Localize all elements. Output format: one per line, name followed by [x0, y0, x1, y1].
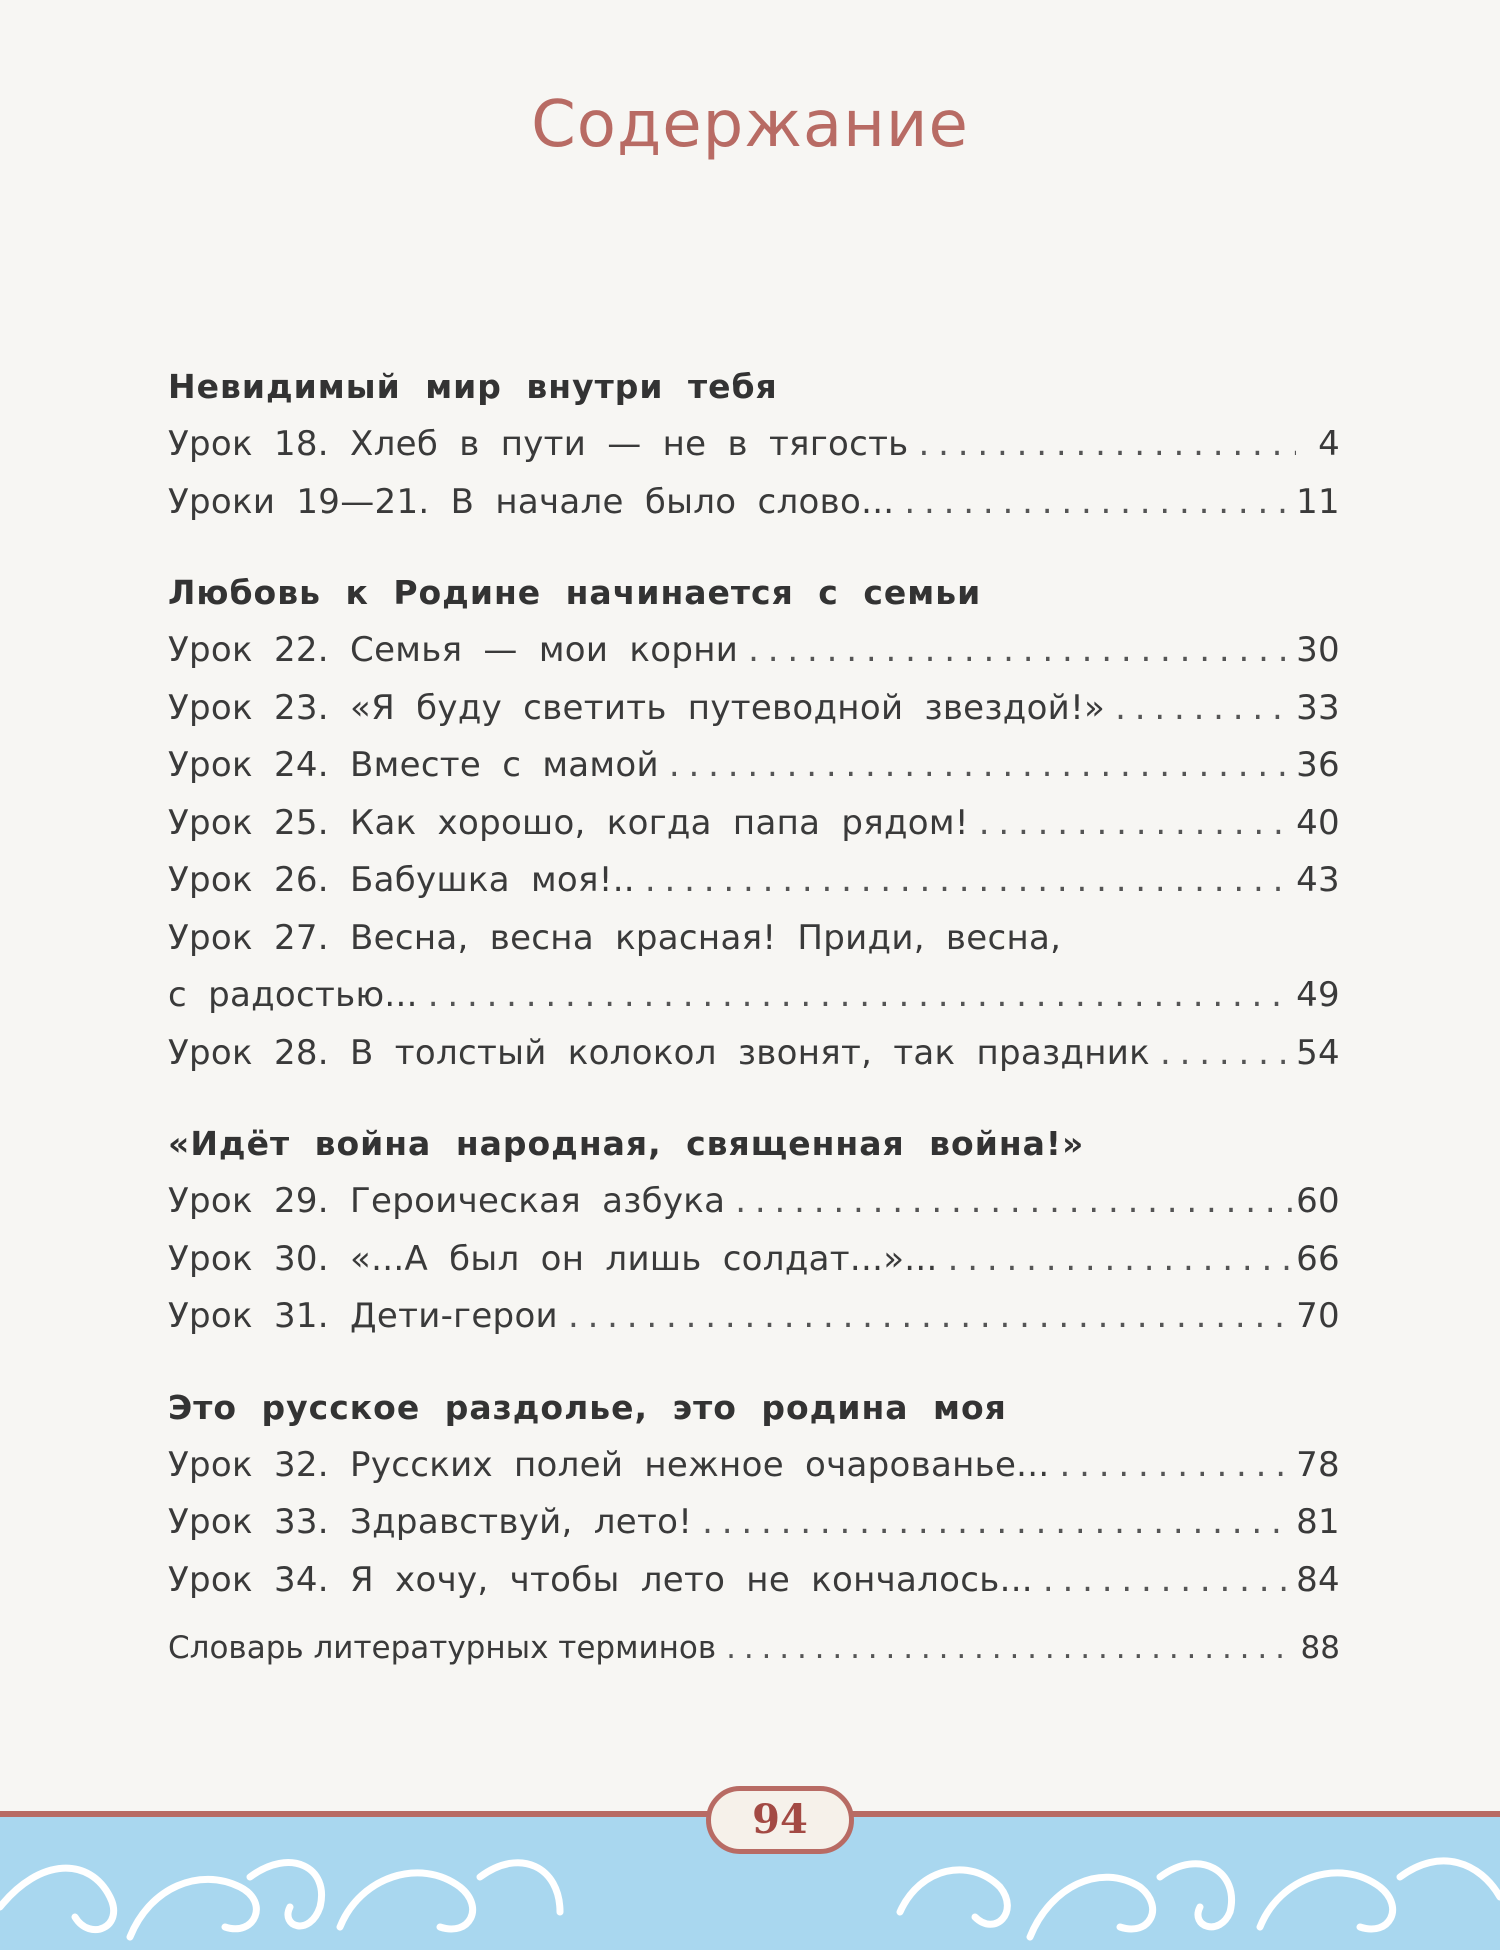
- entry-page: 36: [1296, 745, 1340, 785]
- dot-leader: [919, 416, 1296, 474]
- entry-page: 54: [1296, 1032, 1340, 1073]
- dot-leader: [948, 1231, 1293, 1289]
- dot-leader: [726, 1619, 1296, 1677]
- dot-leader: [748, 622, 1292, 680]
- section-heading: Невидимый мир внутри тебя: [168, 367, 778, 406]
- entry-title: Урок 24. Вместе с мамой: [168, 745, 659, 785]
- section-heading: «Идёт война народная, священная война!»: [168, 1124, 1085, 1163]
- table-of-contents: [168, 358, 1340, 1677]
- page-title: Содержание: [531, 88, 969, 162]
- toc-entry[interactable]: [168, 795, 1340, 853]
- toc-entry[interactable]: [168, 852, 1340, 910]
- entry-title: Урок 33. Здравствуй, лето!: [168, 1502, 693, 1542]
- entry-title: Урок 31. Дети-герои: [168, 1296, 558, 1336]
- dot-leader: [1060, 1437, 1293, 1495]
- entry-title: Урок 29. Героическая азбука: [168, 1181, 726, 1221]
- entry-page: 88: [1300, 1630, 1340, 1666]
- toc-entry[interactable]: [168, 1025, 1340, 1083]
- page-number-badge: [706, 1786, 854, 1854]
- toc-entry[interactable]: [168, 1231, 1340, 1289]
- dot-leader: [1160, 1025, 1292, 1083]
- entry-title: Урок 22. Семья — мои корни: [168, 630, 739, 670]
- toc-section: [168, 1115, 1340, 1346]
- toc-entry[interactable]: [168, 1437, 1340, 1495]
- entry-page: 70: [1296, 1296, 1340, 1336]
- dot-leader: [669, 737, 1292, 795]
- entry-title: Урок 28. В толстый колокол звонят, так праздник: [168, 1032, 1150, 1073]
- section-heading: Это русское раздолье, это родина моя: [168, 1387, 1007, 1427]
- entry-page: 4: [1318, 424, 1340, 464]
- toc-entry[interactable]: [168, 416, 1340, 474]
- entry-title: Урок 25. Как хорошо, когда папа рядом!: [168, 802, 969, 843]
- dot-leader: [428, 967, 1292, 1025]
- entry-page: 11: [1296, 481, 1340, 522]
- entry-title: Словарь литературных терминов: [168, 1630, 717, 1666]
- toc-entry[interactable]: [168, 680, 1340, 738]
- entry-page: 78: [1296, 1444, 1340, 1485]
- toc-entry[interactable]: [168, 474, 1340, 532]
- toc-entry-multiline[interactable]: [168, 910, 1340, 1025]
- dot-leader: [1115, 680, 1292, 738]
- entry-title: Урок 32. Русских полей нежное очарованье...: [168, 1444, 1050, 1485]
- toc-entry[interactable]: [168, 622, 1340, 680]
- entry-page: 66: [1296, 1238, 1340, 1279]
- dot-leader: [735, 1173, 1292, 1231]
- toc-entry[interactable]: [168, 1494, 1340, 1552]
- entry-page: 81: [1296, 1502, 1340, 1542]
- entry-page: 49: [1296, 975, 1340, 1015]
- entry-title: Урок 18. Хлеб в пути — не в тягость: [168, 424, 909, 464]
- entry-title: Урок 30. «...А был он лишь солдат...»...: [168, 1238, 938, 1279]
- entry-page: 60: [1296, 1181, 1340, 1221]
- section-heading: Любовь к Родине начинается с семьи: [168, 573, 982, 612]
- toc-entry[interactable]: [168, 1552, 1340, 1610]
- dot-leader: [568, 1288, 1292, 1346]
- entry-title: Урок 34. Я хочу, чтобы лето не кончалось...: [168, 1559, 1033, 1600]
- dictionary-entry[interactable]: [168, 1619, 1340, 1677]
- toc-section: [168, 358, 1340, 531]
- entry-title: Урок 23. «Я буду светить путеводной звездой!»: [168, 687, 1106, 728]
- entry-page: 84: [1296, 1559, 1340, 1600]
- dot-leader: [1043, 1552, 1292, 1610]
- dot-leader: [645, 852, 1292, 910]
- entry-page: 30: [1296, 630, 1340, 670]
- entry-title: Урок 26. Бабушка моя!..: [168, 860, 635, 900]
- entry-title-continued: с радостью...: [168, 975, 418, 1015]
- entry-page: 40: [1296, 802, 1340, 843]
- toc-entry[interactable]: [168, 1288, 1340, 1346]
- entry-title: Урок 27. Весна, весна красная! Приди, весна,: [168, 917, 1062, 958]
- toc-entry[interactable]: [168, 1173, 1340, 1231]
- entry-title: Уроки 19—21. В начале было слово...: [168, 481, 895, 522]
- toc-entry[interactable]: [168, 737, 1340, 795]
- toc-section: [168, 564, 1340, 1082]
- entry-page: 33: [1296, 687, 1340, 728]
- dot-leader: [979, 795, 1292, 853]
- toc-section: [168, 1379, 1340, 1610]
- dot-leader: [702, 1494, 1292, 1552]
- entry-page: 43: [1296, 860, 1340, 900]
- page-number: 94: [752, 1796, 808, 1843]
- dot-leader: [904, 474, 1292, 532]
